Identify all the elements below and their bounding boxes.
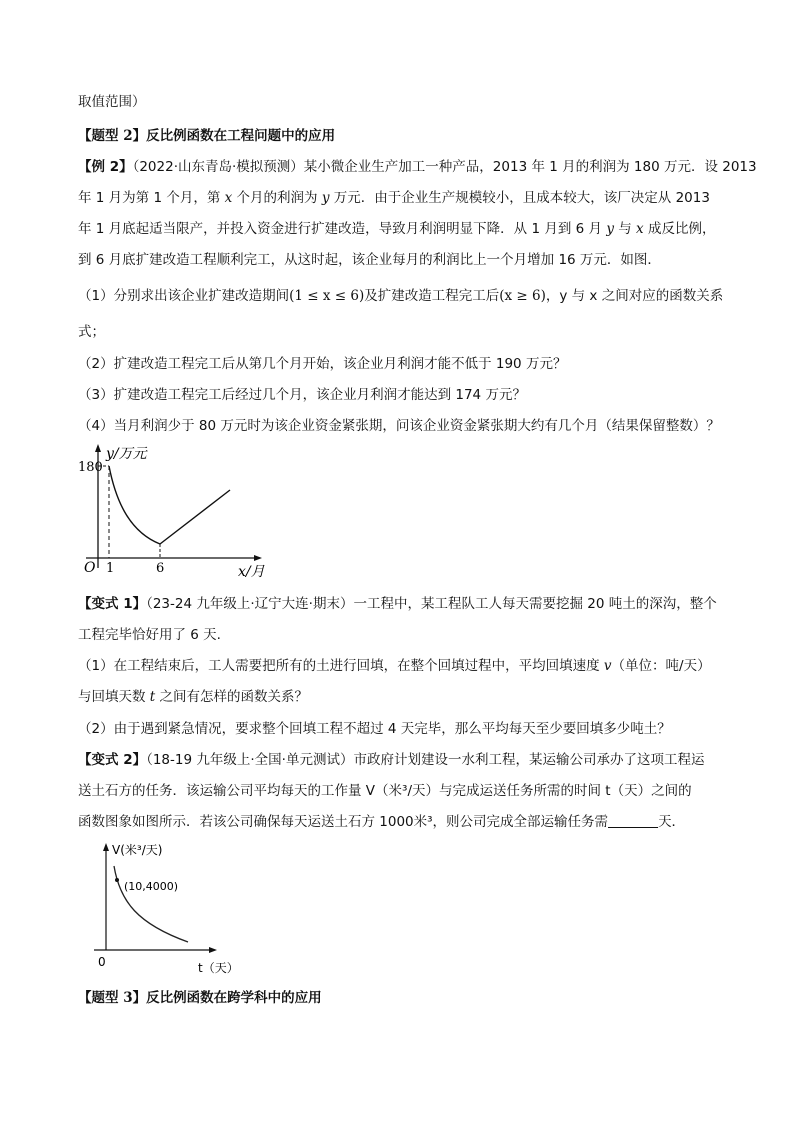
v1q1-text-b: （单位：吨/天）	[611, 658, 711, 674]
variant1-label: 【变式 1】	[78, 596, 147, 612]
type3-bracket: 【题型 3】	[78, 990, 147, 1006]
type3-heading	[78, 988, 322, 1008]
example2-line1	[78, 157, 757, 177]
example2-q3: （3）扩建改造工程完工后经过几个月，该企业月利润才能达到 174 万元？	[78, 387, 526, 403]
example2-q1-cont: 式；	[78, 324, 105, 340]
example2-line2	[78, 188, 710, 208]
var-y: y	[606, 221, 614, 237]
inverse-curve	[109, 466, 160, 544]
example2-text3a: 年 1 月底起适当限产，并投入资金进行扩建改造，导致月利润明显下降．从 1 月到 6 月	[78, 221, 607, 237]
answer-blank[interactable]	[608, 813, 658, 828]
example2-q4: （4）当月利润少于 80 万元时为该企业资金紧张期，问该企业资金紧张期大约有几个月（结果保留整数）？	[78, 418, 720, 434]
variant1-q1	[78, 656, 711, 676]
y-tick-180: 180	[78, 460, 103, 475]
x-tick-1: 1	[106, 561, 115, 576]
q1-text-b: 及扩建改造工程完工后	[364, 288, 500, 304]
q1-range1: (1 ≤ x ≤ 6)	[289, 288, 365, 304]
example2-label: 【例 2】	[78, 159, 133, 175]
var-t: t	[149, 689, 156, 705]
x-axis-label: x/月	[238, 564, 265, 580]
var-y: y	[321, 190, 330, 206]
variant2-label: 【变式 2】	[78, 752, 147, 768]
v-axis-arrow	[103, 843, 109, 851]
variant2-text3a: 函数图象如图所示．若该公司确保每天运送土石方 1000米³，则公司完成全部运输任务需	[78, 814, 609, 830]
variant1-line1	[78, 594, 717, 614]
var-v: v	[603, 658, 612, 674]
v-axis-label: V(米³/天)	[112, 843, 163, 857]
example2-text1: 某小微企业生产加工一种产品，2013 年 1 月的利润为 180 万元．设 2013	[303, 159, 757, 175]
point-marker	[115, 878, 119, 882]
profit-graph	[78, 440, 278, 582]
variant1-source: （23-24 九年级上·辽宁大连·期末）	[146, 596, 354, 612]
variant2-text3b: 天．	[658, 814, 686, 830]
example2-q1	[78, 286, 723, 306]
workload-graph	[90, 838, 250, 980]
origin-label: O	[84, 560, 96, 576]
hyperbola-curve	[114, 866, 188, 942]
example2-text3c: 成反比例，	[643, 221, 716, 237]
v1q1-text-a: （1）在工程结束后，工人需要把所有的土进行回填，在整个回填过程中，平均回填速度	[78, 658, 604, 674]
variant2-line3	[78, 812, 685, 832]
v1q1-text-c: 与回填天数	[78, 689, 150, 705]
variant2-line2: 送土石方的任务．该运输公司平均每天的工作量 V（米³/天）与完成运送任务所需的时间 t（天）之间的	[78, 783, 692, 799]
example2-text2a: 年 1 月为第 1 个月，第	[78, 190, 225, 206]
variant1-q1-cont	[78, 687, 308, 707]
type2-heading	[78, 126, 335, 146]
variant2-text1: 市政府计划建设一水利工程，某运输公司承办了这项工程运	[353, 752, 705, 768]
example2-line3	[78, 219, 715, 239]
type2-title: 反比例函数在工程问题中的应用	[146, 128, 336, 144]
variant1-text1: 一工程中，某工程队工人每天需要挖掘 20 吨土的深沟，整个	[353, 596, 717, 612]
t-axis-label: t（天）	[198, 961, 239, 975]
example2-text2b: 个月的利润为	[232, 190, 322, 206]
origin-label-2: 0	[98, 955, 106, 969]
q1-text-c: ，y 与 x 之间对应的函数关系	[545, 288, 724, 304]
y-axis-label: y/万元	[106, 446, 147, 462]
linear-segment	[160, 490, 230, 544]
example2-text2c: 万元．由于企业生产规模较小，且成本较大，该厂决定从 2013	[329, 190, 710, 206]
type2-bracket: 【题型 2】	[78, 128, 147, 144]
example2-q2: （2）扩建改造工程完工后从第几个月开始，该企业月利润才能不低于 190 万元？	[78, 356, 567, 372]
var-x: x	[224, 190, 233, 206]
q1-text-a: （1）分别求出该企业扩建改造期间	[78, 288, 290, 304]
x-axis-arrow	[254, 555, 262, 561]
variant2-line1	[78, 750, 704, 770]
variant1-line2: 工程完毕恰好用了 6 天.	[78, 627, 221, 643]
x-tick-6: 6	[156, 561, 165, 576]
example2-text3b: 与	[613, 221, 637, 237]
t-axis-arrow	[209, 947, 217, 953]
q1-range2: (x ≥ 6)	[499, 288, 546, 304]
type3-title: 反比例函数在跨学科中的应用	[146, 990, 322, 1006]
y-axis-arrow	[95, 444, 101, 452]
top-fragment: 取值范围）	[78, 94, 146, 110]
example2-source: （2022·山东青岛·模拟预测）	[132, 159, 304, 175]
var-x: x	[636, 221, 644, 237]
v1q1-text-d: 之间有怎样的函数关系？	[155, 689, 309, 705]
variant1-q2: （2）由于遇到紧急情况，要求整个回填工程不超过 4 天完毕，那么平均每天至少要回填多少吨土？	[78, 721, 671, 737]
variant2-source: （18-19 九年级上·全国·单元测试）	[146, 752, 354, 768]
point-label: (10,4000)	[124, 880, 179, 893]
example2-line4: 到 6 月底扩建改造工程顺利完工，从这时起，该企业每月的利润比上一个月增加 16 万元．如图．	[78, 252, 661, 268]
